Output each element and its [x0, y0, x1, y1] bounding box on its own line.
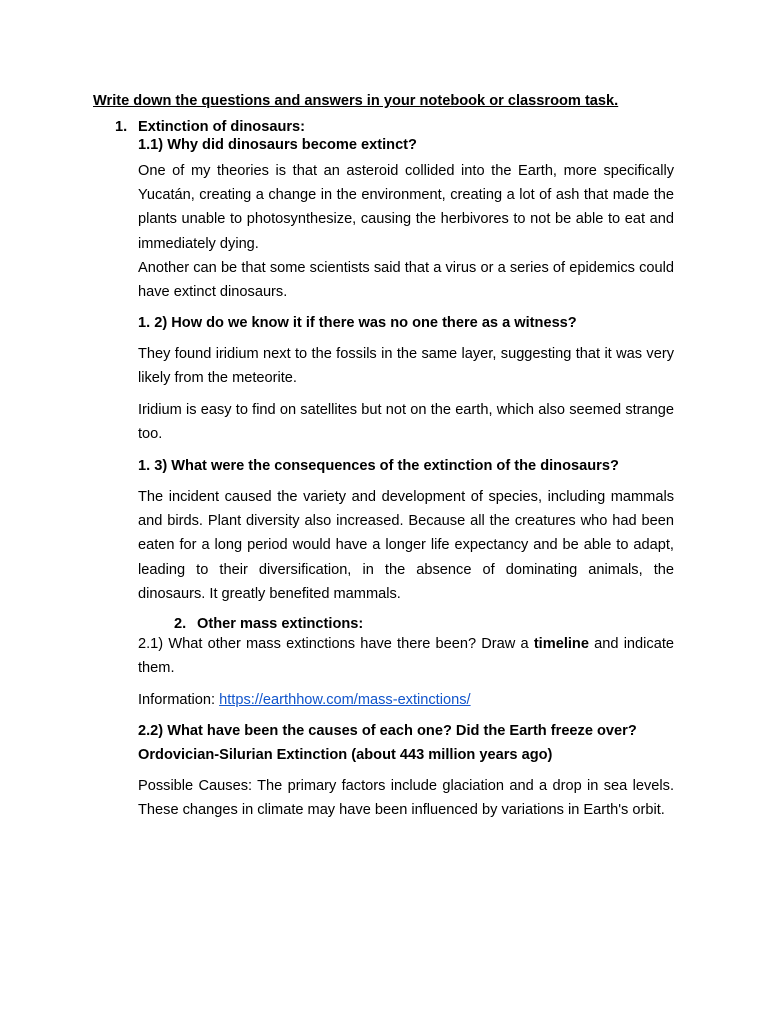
section-2-title: Other mass extinctions: — [197, 616, 364, 632]
answer-2-2: Possible Causes: The primary factors include glaciation and a drop in sea levels. These changes in climate may have been influenced by variations in Earth's orbit. — [138, 778, 674, 819]
question-1-2: 1. 2) How do we know it if there was no one there as a witness? — [138, 315, 577, 331]
question-1-1: 1.1) Why did dinosaurs become extinct? — [138, 137, 417, 153]
section-1-title: Extinction of dinosaurs: — [138, 119, 306, 135]
question-2-1-bold-word: timeline — [533, 636, 589, 652]
instruction-heading: Write down the questions and answers in your notebook or classroom task. — [93, 93, 619, 109]
answer-1-2-paragraph-2: Iridium is easy to find on satellites but not on the earth, which also seemed strange too. — [138, 402, 674, 443]
section-2-number: 2. — [174, 616, 187, 632]
answer-1-2-paragraph-1: They found iridium next to the fossils in the same layer, suggesting that it was very likely from the meteorite. — [138, 346, 674, 387]
information-label: Information: — [138, 692, 220, 708]
information-line — [138, 688, 674, 712]
question-2-1-text-after: and indicate them. — [138, 636, 674, 677]
answer-1-3: The incident caused the variety and development of species, including mammals and birds. Plant diversity also increased. Because all the creatures who had been eaten for a long period would have a longer life expectancy and be able to adapt, leading to their diversification, in the absence of dominating animals, the dinosaurs. It greatly benefited mammals. — [138, 489, 674, 602]
answer-1-1-paragraph-2: Another can be that some scientists said that a virus or a series of epidemics could have extinct dinosaurs. — [138, 260, 674, 301]
ordovician-silurian-heading: Ordovician-Silurian Extinction (about 443 million years ago) — [138, 747, 553, 763]
question-2-1-text-before: 2.1) What other mass extinctions have there been? Draw a — [138, 636, 534, 652]
answer-1-1-paragraph-1: One of my theories is that an asteroid collided into the Earth, more specifically Yucatán, creating a change in the environment, creating a lot of ash that made the plants unable to photosynthesize, causing the herbivores to not be able to eat and immediately dying. — [138, 163, 674, 252]
question-2-2: 2.2) What have been the causes of each one? Did the Earth freeze over? — [138, 723, 637, 739]
question-2-1 — [138, 632, 674, 680]
section-1-number: 1. — [115, 119, 128, 135]
question-1-3: 1. 3) What were the consequences of the extinction of the dinosaurs? — [138, 458, 619, 474]
information-link[interactable]: https://earthhow.com/mass-extinctions/ — [219, 692, 471, 708]
